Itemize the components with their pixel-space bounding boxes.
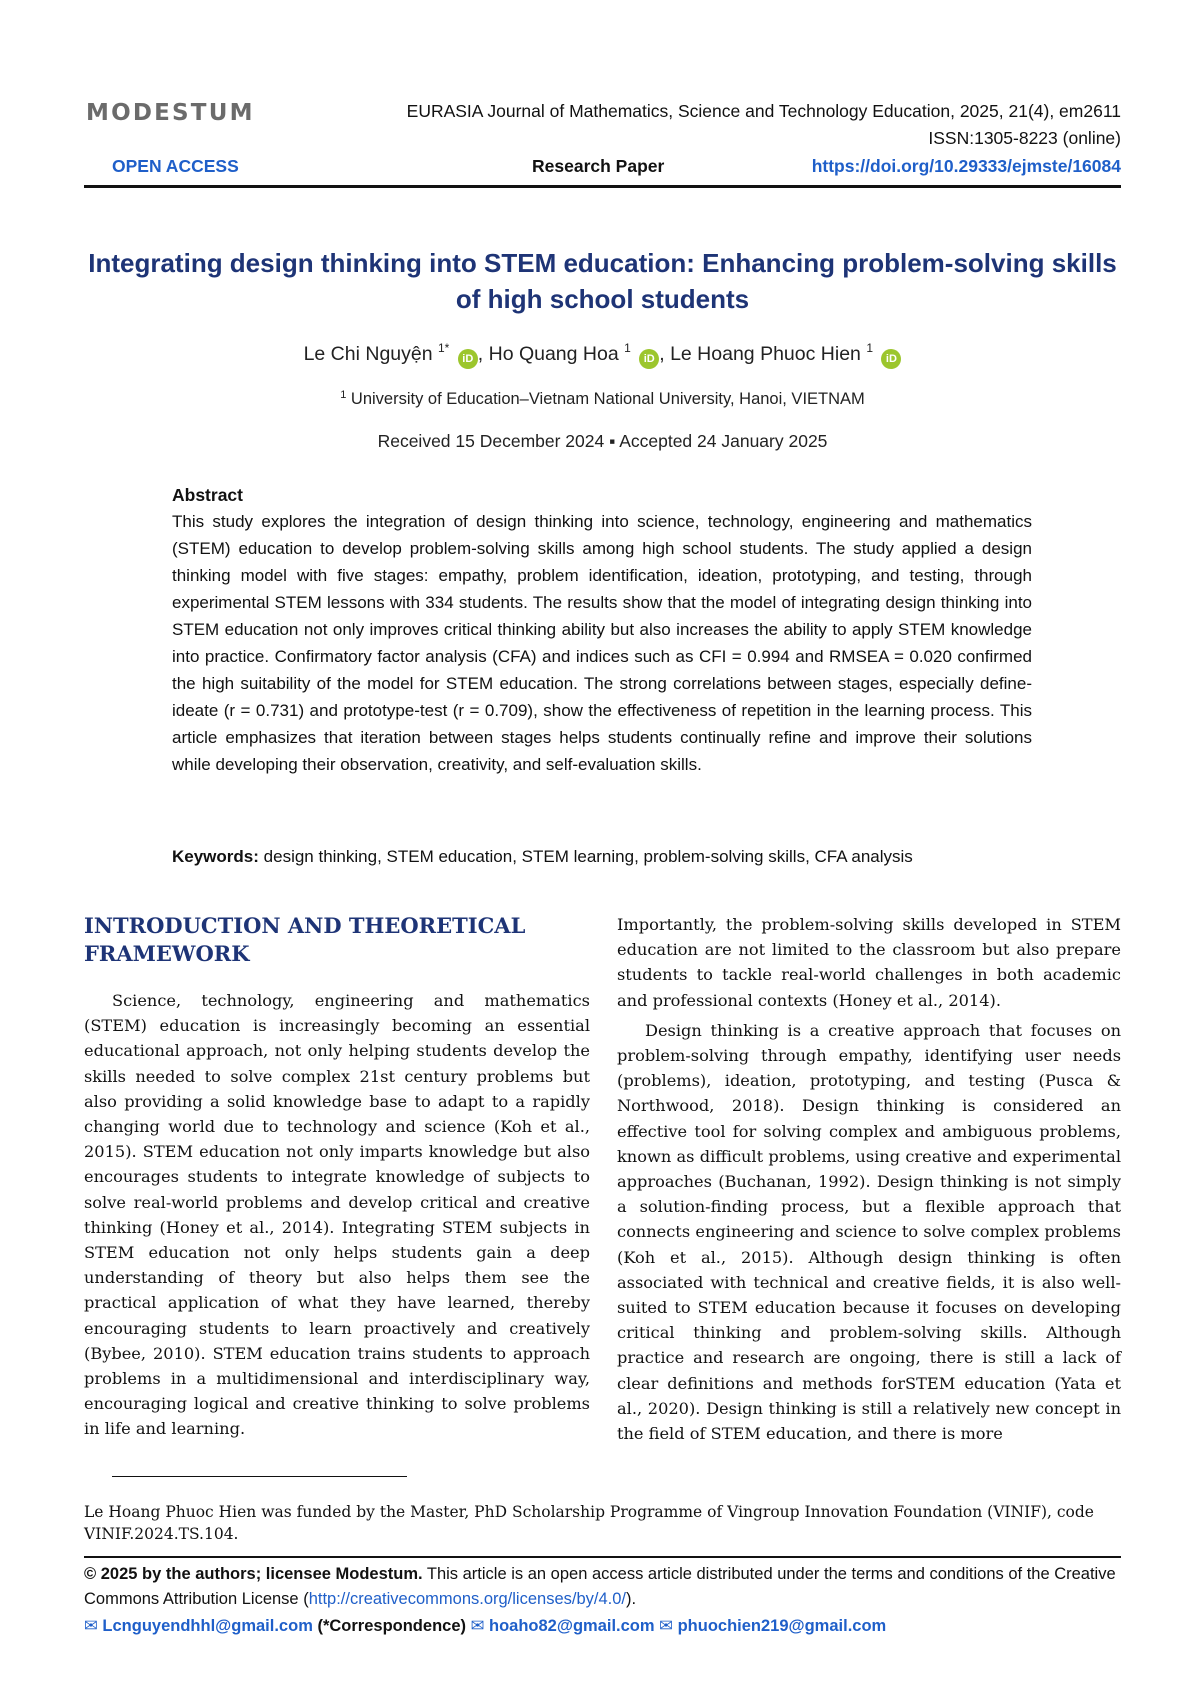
envelope-icon: ✉ [84,1617,98,1635]
received-accepted-dates: Received 15 December 2024 ▪ Accepted 24 January 2025 [377,431,828,451]
keywords-text: design thinking, STEM education, STEM learning, problem-solving skills, CFA analysis [263,847,913,866]
body-paragraph: Design thinking is a creative approach that focuses on problem-solving through empathy, identifying user needs (problems), ideation, prototyping, and testing (Pusca & Northwood, 2018). Design thinking is considered an effective tool for solving complex and ambiguous problems, known as difficult problems, using creative and experimental approaches (Buchanan, 1992). Design thinking is not simply a solution-finding process, but a flexible approach that connects engineering and science to solve complex problems (Koh et al., 2015). Although design thinking is often associated with technical and creative fields, it is also well-suited to STEM education because it focuses on developing critical thinking and problem-solving skills. Although practice and research are ongoing, there is still a lack of clear definitions and methods forSTEM education (Yata et al., 2020). Design thinking is still a relatively new concept in the field of STEM education, and there is more [617,1020,1121,1444]
affiliation-mark: 1 [340,389,347,401]
email-link[interactable]: phuochien219@gmail.com [677,1617,887,1635]
license-notice [84,1562,1121,1612]
envelope-icon: ✉ [470,1617,485,1635]
left-column [84,912,590,1442]
open-access-label: OPEN ACCESS [112,156,239,176]
abstract-text: This study explores the integration of design thinking into science, technology, engineering and mathematics (STEM) education to develop problem-solving skills among high school students. The study applied a design thinking model with five stages: empathy, problem identification, ideation, prototyping, and testing, through experimental STEM lessons with 334 students. The results show that the model of integrating design thinking into STEM education not only improves critical thinking ability but also increases the ability to apply STEM knowledge into practice. Confirmatory factor analysis (CFA) and indices such as CFI = 0.994 and RMSEA = 0.020 confirmed the high suitability of the model for STEM education. The strong correlations between stages, especially define-ideate (r = 0.731) and prototype-test (r = 0.709), show the effectiveness of repetition in the learning process. This article emphasizes that iteration between stages helps students continually refine and improve their solutions while developing their observation, creativity, and self-evaluation skills. [172,512,1032,774]
section-heading: INTRODUCTION AND THEORETICAL FRAMEWORK [84,913,526,966]
author-mark: 1* [438,341,450,355]
journal-header [84,96,1121,188]
body-paragraph: Science, technology, engineering and mathematics (STEM) education is increasingly becoming an essential educational approach, not only helping students develop the skills needed to solve complex 21st century problems but also providing a solid knowledge base to adapt to a rapidly changing world due to technology and science (Koh et al., 2015). STEM education not only imparts knowledge but also encourages students to integrate knowledge of subjects to solve real-world problems and develop critical and creative thinking (Honey et al., 2014). Integrating STEM subjects in STEM education not only helps students gain a deep understanding of theory but also helps them see the practical application of what they have learned, thereby encouraging students to learn proactively and creatively (Bybee, 2010). STEM education trains students to approach problems in a multidimensional and interdisciplinary way, encouraging logical and creative thinking to solve problems in life and learning. [84,991,590,1439]
email-link[interactable]: Lcnguyendhhl@gmail.com [102,1617,313,1635]
affiliation-text: University of Education–Vietnam National University, Hanoi, VIETNAM [350,390,865,408]
author-name: Le Chi Nguyện [303,343,433,365]
author-name: Ho Quang Hoa [488,343,619,365]
keywords-label: Keywords: [172,847,259,866]
author-list: Le Chi Nguyện $^{1*}$ iD , Ho Quang Hoa $^1$ iD , Le Hoang Phuoc Hien $^1$ iD [84,341,1121,369]
header-divider [84,185,1121,188]
license-link[interactable]: http://creativecommons.org/licenses/by/4.0/ [308,1590,626,1608]
paper-type: Research Paper [532,156,665,176]
journal-citation: EURASIA Journal of Mathematics, Science and Technology Education, 2025, 21(4), em2611 [406,101,1121,121]
abstract-heading: Abstract [172,485,243,505]
correspondence-note: (*Correspondence) [317,1617,466,1635]
license-text: This article is an open access article distributed under the terms and conditions of the Creative Commons Attribution License ( [84,1565,1116,1608]
license-end: ). [626,1590,637,1608]
footnote-divider [112,1476,407,1477]
funding-footnote: Le Hoang Phuoc Hien was funded by the Master, PhD Scholarship Programme of Vingroup Innovation Foundation (VINIF), code VINIF.2024.TS.104. [84,1503,1094,1543]
author-mark: 1 [624,341,631,355]
envelope-icon: ✉ [659,1617,673,1635]
right-column [617,912,1121,1446]
orcid-icon[interactable]: iD [881,349,901,369]
contact-emails [84,1614,1121,1639]
issn: ISSN:1305-8223 (online) [928,128,1121,148]
email-link[interactable]: hoaho82@gmail.com [489,1617,655,1635]
affiliation [84,389,1121,409]
paper-title: Integrating design thinking into STEM education: Enhancing problem-solving skills of high school students [88,248,1117,314]
body-paragraph: Importantly, the problem-solving skills developed in STEM education are not limited to the classroom but also prepare students to tackle real-world challenges in both academic and professional contexts (Honey et al., 2014). [617,915,1121,1010]
doi-link[interactable]: https://doi.org/10.29333/ejmste/16084 [811,156,1121,176]
orcid-icon[interactable]: iD [639,349,659,369]
author-name: Le Hoang Phuoc Hien [670,343,861,365]
orcid-icon[interactable]: iD [458,349,478,369]
abstract-section [172,482,1032,778]
license-divider [84,1556,1121,1558]
keywords [172,844,1032,870]
copyright-text: © 2025 by the authors; licensee Modestum. [84,1565,423,1583]
publisher-logo: MODESTUM [86,100,255,126]
author-mark: 1 [866,341,873,355]
